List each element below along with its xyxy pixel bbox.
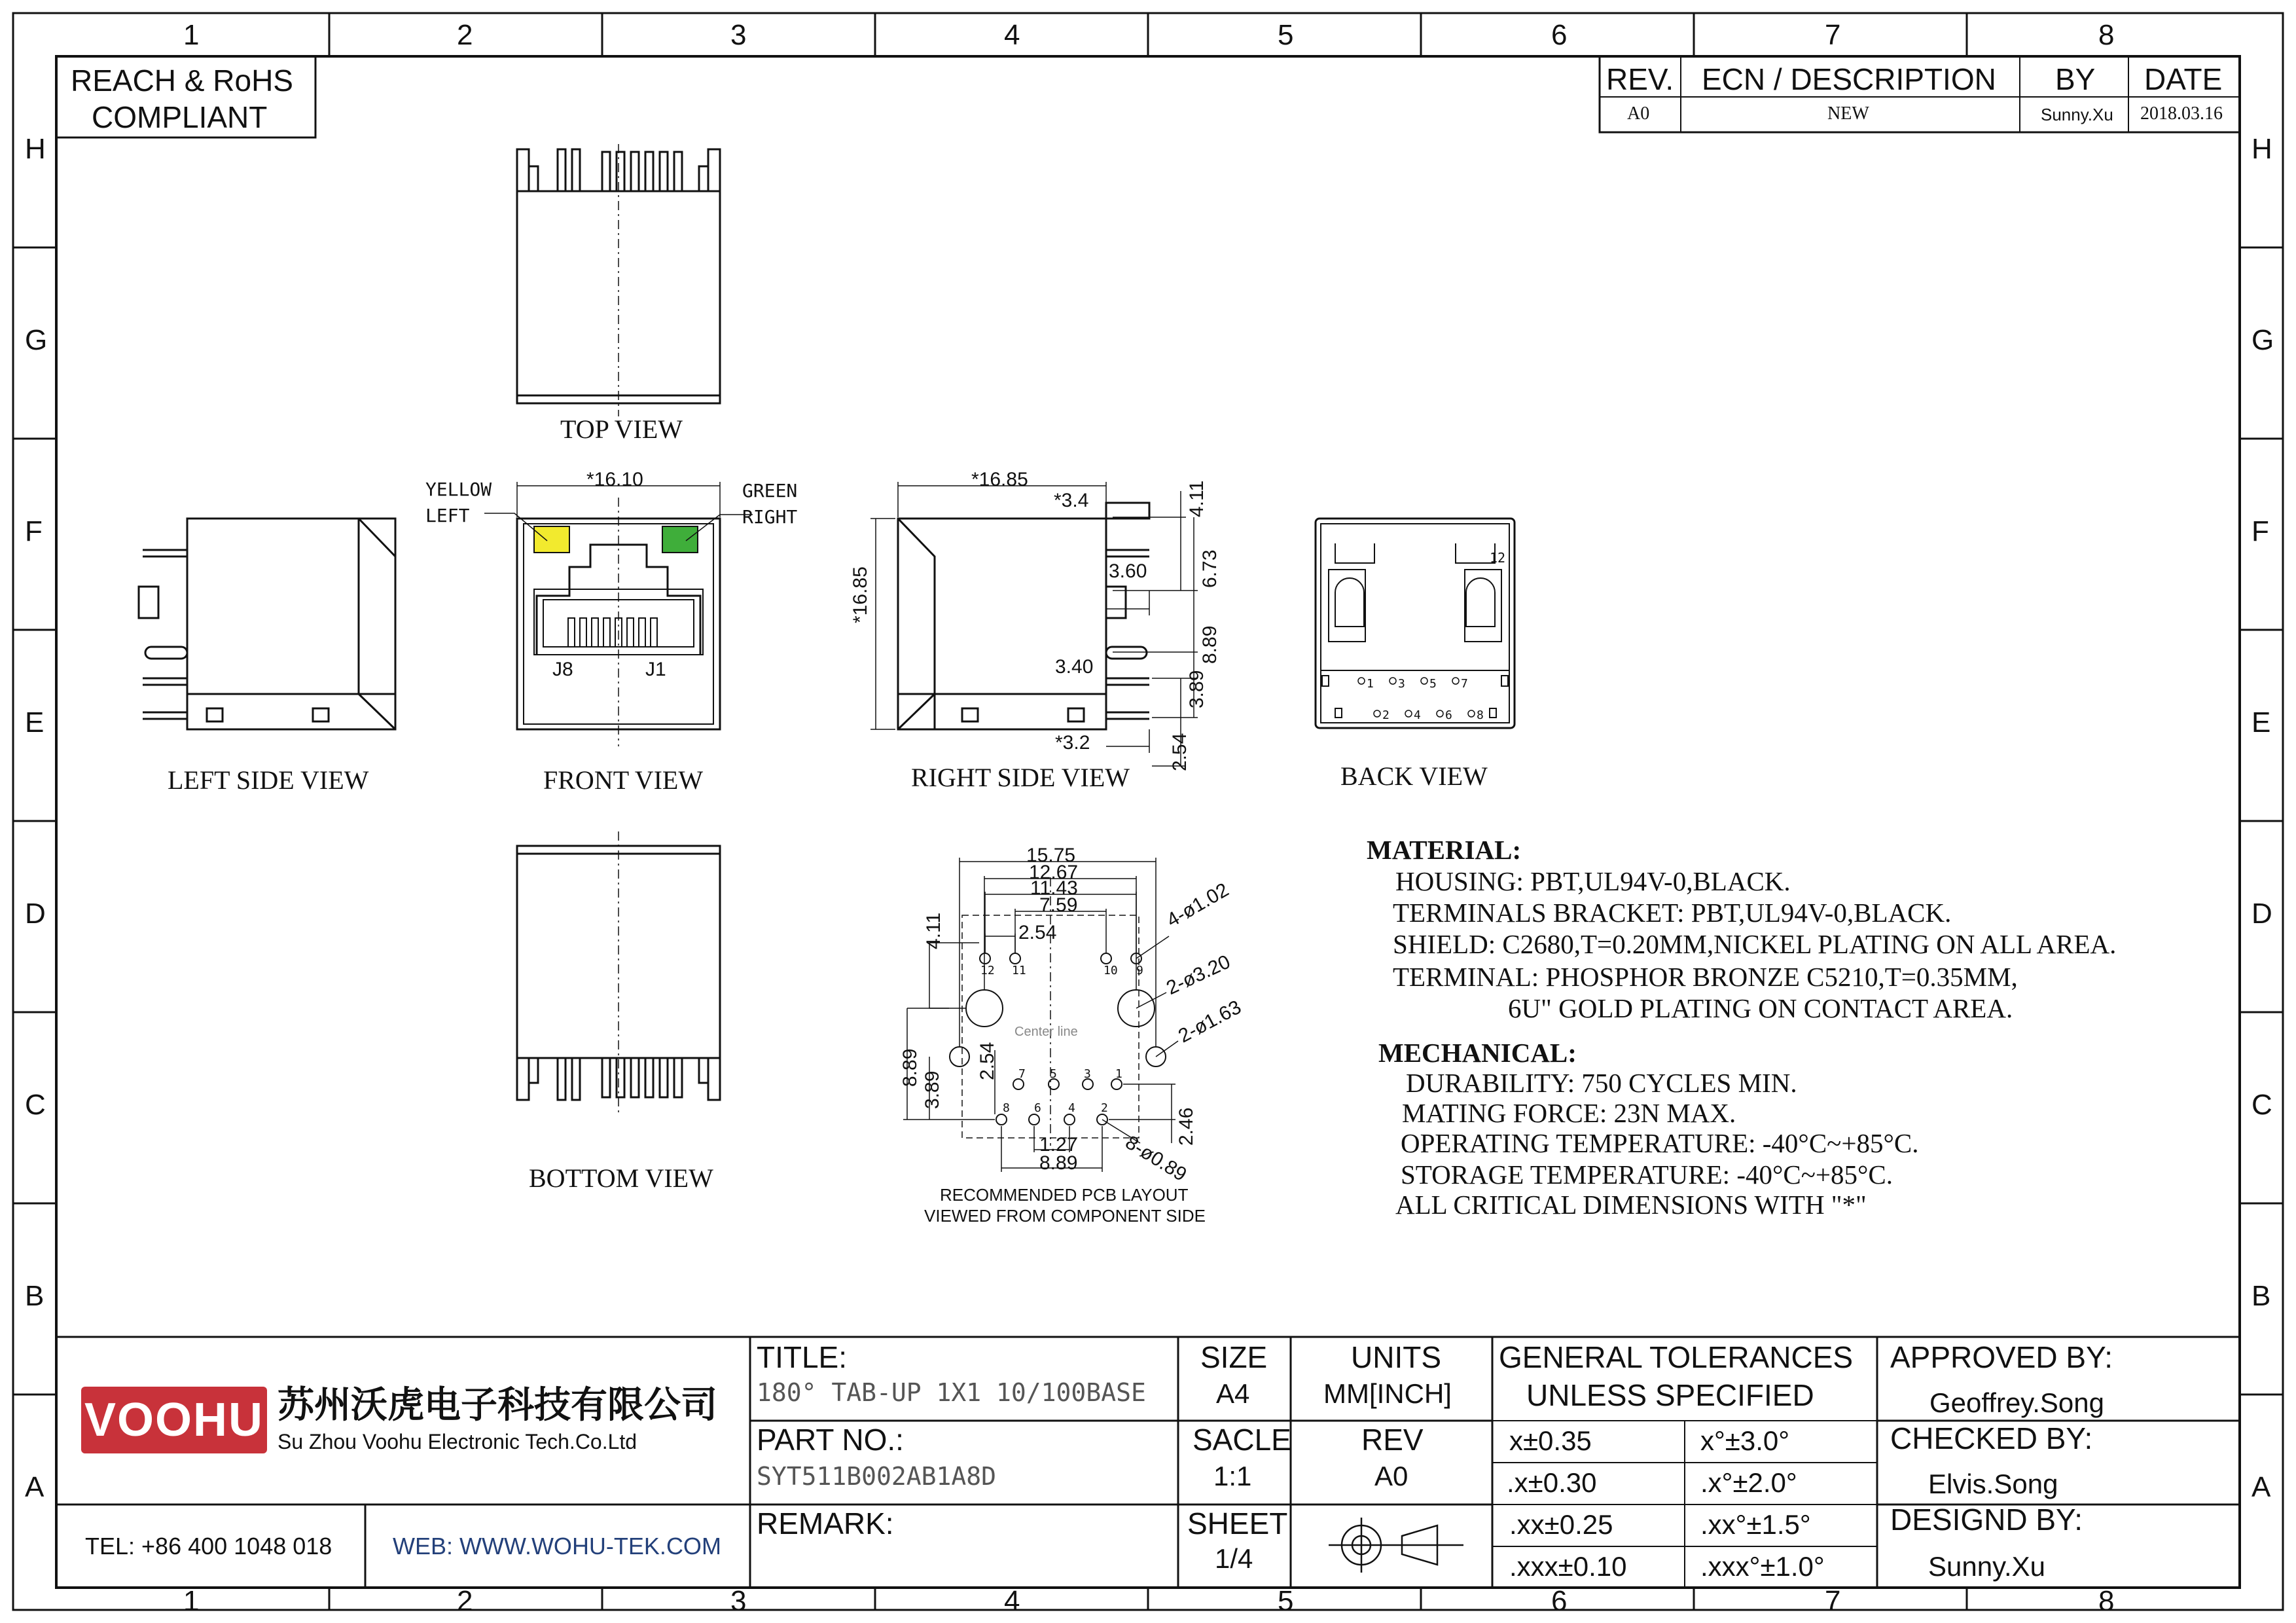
row-f-right: F — [2251, 515, 2269, 547]
row-d-left: D — [25, 898, 46, 930]
row-d-right: D — [2251, 898, 2272, 930]
col-2-top: 2 — [457, 19, 473, 51]
pcb-hole-1-02: 4-ø1.02 — [1163, 879, 1233, 932]
voohu-logo: VOOHU — [81, 1387, 267, 1453]
back-pin-2: 2 — [1382, 708, 1390, 722]
tol-2dp: .xx±0.25 — [1509, 1509, 1613, 1540]
row-c-left: C — [25, 1089, 46, 1121]
rs-dim-3-60: 3.60 — [1109, 560, 1147, 582]
tolerance-heading-1: GENERAL TOLERANCES — [1499, 1340, 1854, 1374]
pcb-pin-9: 9 — [1136, 964, 1143, 977]
left-side-view-label: LEFT SIDE VIEW — [168, 765, 369, 795]
top-view-label: TOP VIEW — [560, 414, 683, 444]
row-b-right: B — [2251, 1280, 2271, 1312]
tol-2dp-deg: .xx°±1.5° — [1700, 1509, 1811, 1540]
size-label: SIZE — [1200, 1340, 1268, 1374]
title-label: TITLE: — [757, 1340, 848, 1374]
scale-value: 1:1 — [1213, 1461, 1252, 1491]
pcb-pin-12: 12 — [980, 964, 995, 977]
pcb-v-8-89: 8.89 — [899, 1048, 921, 1087]
pcb-pin-11: 11 — [1012, 964, 1026, 977]
tol-1dp-deg: .x°±2.0° — [1700, 1467, 1797, 1498]
row-e-left: E — [25, 706, 45, 739]
mechanical-heading: MECHANICAL: — [1378, 1038, 1577, 1068]
row-g-right: G — [2251, 324, 2274, 356]
pcb-hole-0-89: 8-ø0.89 — [1121, 1131, 1191, 1186]
rs-width-dim: *16.85 — [971, 469, 1028, 490]
tol-x-deg: x°±3.0° — [1700, 1425, 1790, 1456]
col-6-bottom: 6 — [1551, 1585, 1568, 1617]
sheet-value: 1/4 — [1215, 1543, 1253, 1574]
pin-j8-label: J8 — [552, 659, 573, 680]
tolerance-heading-2: UNLESS SPECIFIED — [1526, 1378, 1814, 1412]
rs-v-6-73: 6.73 — [1199, 549, 1221, 588]
third-angle-projection-icon — [1321, 1522, 1373, 1569]
col-7-top: 7 — [1825, 19, 1841, 51]
sheet-label: SHEET — [1187, 1506, 1288, 1541]
rs-dim-3-40: 3.40 — [1055, 656, 1094, 678]
rs-dim-3-4: *3.4 — [1054, 490, 1089, 511]
rs-dim-3-2: *3.2 — [1055, 732, 1090, 754]
row-b-left: B — [25, 1280, 45, 1312]
col-4-top: 4 — [1004, 19, 1020, 51]
checked-value: Elvis.Song — [1928, 1468, 2058, 1499]
part-no-label: PART NO.: — [757, 1423, 904, 1457]
col-4-bottom: 4 — [1004, 1585, 1020, 1617]
col-2-bottom: 2 — [457, 1585, 473, 1617]
approved-value: Geoffrey.Song — [1929, 1387, 2104, 1418]
pin-j1-label: J1 — [645, 659, 666, 680]
pcb-dim-15-75: 15.75 — [1026, 845, 1076, 866]
back-pin-7: 7 — [1461, 677, 1468, 691]
back-view-label: BACK VIEW — [1340, 761, 1488, 791]
ecn-value: NEW — [1827, 103, 1869, 124]
by-header: BY — [2055, 62, 2096, 96]
tol-x: x±0.35 — [1509, 1425, 1592, 1456]
back-pin-5: 5 — [1429, 677, 1437, 691]
back-pin-8: 8 — [1477, 708, 1484, 722]
row-e-right: E — [2251, 706, 2271, 739]
rev-label: REV — [1361, 1423, 1424, 1457]
row-c-right: C — [2251, 1089, 2272, 1121]
material-line-4: TERMINAL: PHOSPHOR BRONZE C5210,T=0.35MM, — [1393, 962, 2018, 992]
right-side-view-label: RIGHT SIDE VIEW — [911, 763, 1130, 792]
date-value: 2018.03.16 — [2140, 103, 2223, 124]
designed-label: DESIGND BY: — [1890, 1503, 2083, 1537]
scale-label: SACLE — [1193, 1423, 1291, 1457]
pcb-v-2-54: 2.54 — [977, 1042, 998, 1080]
mechanical-line-3: OPERATING TEMPERATURE: -40°C~+85°C. — [1401, 1128, 1919, 1158]
yellow-led-label: YELLOW — [425, 479, 492, 500]
pcb-pin-3: 3 — [1084, 1067, 1091, 1081]
pcb-dim-12-67: 12.67 — [1029, 862, 1079, 883]
company-name-en: Su Zhou Voohu Electronic Tech.Co.Ltd — [278, 1430, 637, 1453]
title-value: 180° TAB-UP 1X1 10/100BASE — [757, 1378, 1146, 1407]
green-led-label: GREEN — [742, 480, 798, 501]
company-name-cn: 苏州沃虎电子科技有限公司 — [278, 1384, 717, 1425]
pcb-hole-3-20: 2-ø3.20 — [1163, 951, 1234, 1000]
row-h-left: H — [25, 133, 46, 165]
pcb-pin-7: 7 — [1018, 1067, 1026, 1081]
pcb-v-4-11: 4.11 — [923, 912, 944, 949]
mechanical-line-5: ALL CRITICAL DIMENSIONS WITH "*" — [1395, 1190, 1867, 1220]
bottom-view-label: BOTTOM VIEW — [529, 1163, 713, 1193]
tel-number: TEL: +86 400 1048 018 — [85, 1533, 332, 1559]
row-a-left: A — [25, 1471, 45, 1503]
units-label: UNITS — [1351, 1340, 1441, 1374]
pcb-pin-4: 4 — [1068, 1101, 1075, 1115]
col-5-bottom: 5 — [1278, 1585, 1294, 1617]
col-1-bottom: 1 — [183, 1585, 200, 1617]
pcb-layout-label-1: RECOMMENDED PCB LAYOUT — [940, 1185, 1189, 1205]
rs-v-3-89: 3.89 — [1186, 670, 1208, 708]
material-line-5: 6U" GOLD PLATING ON CONTACT AREA. — [1508, 993, 2013, 1023]
rs-v-8-89: 8.89 — [1199, 625, 1221, 664]
pcb-layout-label-2: VIEWED FROM COMPONENT SIDE — [924, 1206, 1206, 1226]
size-value: A4 — [1216, 1378, 1250, 1409]
back-pin-12: 12 — [1490, 550, 1506, 566]
rev-value: A0 — [1627, 103, 1650, 124]
pcb-hole-1-63: 2-ø1.63 — [1175, 996, 1245, 1048]
row-f-left: F — [25, 515, 43, 547]
ecn-header: ECN / DESCRIPTION — [1702, 62, 1996, 96]
back-pin-1: 1 — [1367, 677, 1374, 691]
col-8-top: 8 — [2098, 19, 2115, 51]
pcb-dim-11-43: 11.43 — [1030, 877, 1078, 899]
rs-v-2-54: 2.54 — [1169, 733, 1191, 771]
designed-value: Sunny.Xu — [1928, 1551, 2046, 1582]
part-no-value: SYT511B002AB1A8D — [757, 1462, 997, 1491]
pcb-v-3-89: 3.89 — [922, 1070, 943, 1109]
pcb-dim-8-89: 8.89 — [1039, 1152, 1078, 1174]
material-heading: MATERIAL: — [1367, 835, 1522, 865]
mechanical-line-4: STORAGE TEMPERATURE: -40°C~+85°C. — [1401, 1159, 1893, 1190]
material-line-3: SHIELD: C2680,T=0.20MM,NICKEL PLATING ON ALL AREA. — [1393, 929, 2117, 959]
right-led-label: RIGHT — [742, 506, 798, 528]
mechanical-line-1: DURABILITY: 750 CYCLES MIN. — [1406, 1068, 1797, 1098]
pcb-pin-1: 1 — [1115, 1067, 1122, 1081]
pcb-v-2-46: 2.46 — [1175, 1107, 1197, 1146]
row-a-right: A — [2251, 1471, 2271, 1503]
approved-label: APPROVED BY: — [1890, 1340, 2113, 1374]
pcb-dim-7-59: 7.59 — [1039, 894, 1078, 916]
pcb-pin-8: 8 — [1003, 1101, 1010, 1115]
back-pin-4: 4 — [1414, 708, 1421, 722]
mechanical-line-2: MATING FORCE: 23N MAX. — [1402, 1098, 1736, 1128]
web-address: WEB: WWW.WOHU-TEK.COM — [393, 1533, 721, 1559]
pcb-pin-6: 6 — [1034, 1101, 1041, 1115]
pcb-dim-2-54: 2.54 — [1018, 922, 1057, 943]
tol-3dp-deg: .xxx°±1.0° — [1700, 1551, 1825, 1582]
rs-v-4-11: 4.11 — [1186, 480, 1208, 517]
col-8-bottom: 8 — [2098, 1585, 2115, 1617]
col-7-bottom: 7 — [1825, 1585, 1841, 1617]
rev-header: REV. — [1606, 62, 1674, 96]
compliance-line1: REACH & RoHS — [71, 64, 293, 98]
material-line-1: HOUSING: PBT,UL94V-0,BLACK. — [1395, 866, 1791, 896]
pcb-pin-2: 2 — [1101, 1101, 1108, 1115]
front-view-label: FRONT VIEW — [543, 765, 704, 795]
pcb-center-line-label: Center line — [1014, 1025, 1078, 1039]
material-line-2: TERMINALS BRACKET: PBT,UL94V-0,BLACK. — [1393, 898, 1952, 928]
col-3-top: 3 — [730, 19, 747, 51]
tol-1dp: .x±0.30 — [1507, 1467, 1597, 1498]
back-pin-3: 3 — [1398, 677, 1405, 691]
front-width-dim: *16.10 — [586, 469, 643, 490]
row-g-left: G — [25, 324, 48, 356]
col-5-top: 5 — [1278, 19, 1294, 51]
by-value: Sunny.Xu — [2041, 105, 2113, 124]
col-3-bottom: 3 — [730, 1585, 747, 1617]
date-header: DATE — [2144, 62, 2223, 96]
col-1-top: 1 — [183, 19, 200, 51]
remark-label: REMARK: — [757, 1506, 894, 1541]
rev-value-tb: A0 — [1374, 1461, 1408, 1491]
back-pin-6: 6 — [1445, 708, 1452, 722]
pcb-pin-10: 10 — [1103, 964, 1118, 977]
rs-height-dim: *16.85 — [850, 566, 871, 623]
pcb-pin-5: 5 — [1050, 1067, 1057, 1081]
row-h-right: H — [2251, 133, 2272, 165]
checked-label: CHECKED BY: — [1890, 1421, 2093, 1455]
compliance-line2: COMPLIANT — [92, 100, 268, 134]
pcb-dim-1-27: 1.27 — [1039, 1134, 1078, 1156]
tol-3dp: .xxx±0.10 — [1509, 1551, 1627, 1582]
units-value: MM[INCH] — [1323, 1378, 1452, 1409]
col-6-top: 6 — [1551, 19, 1568, 51]
left-led-label: LEFT — [425, 505, 470, 526]
